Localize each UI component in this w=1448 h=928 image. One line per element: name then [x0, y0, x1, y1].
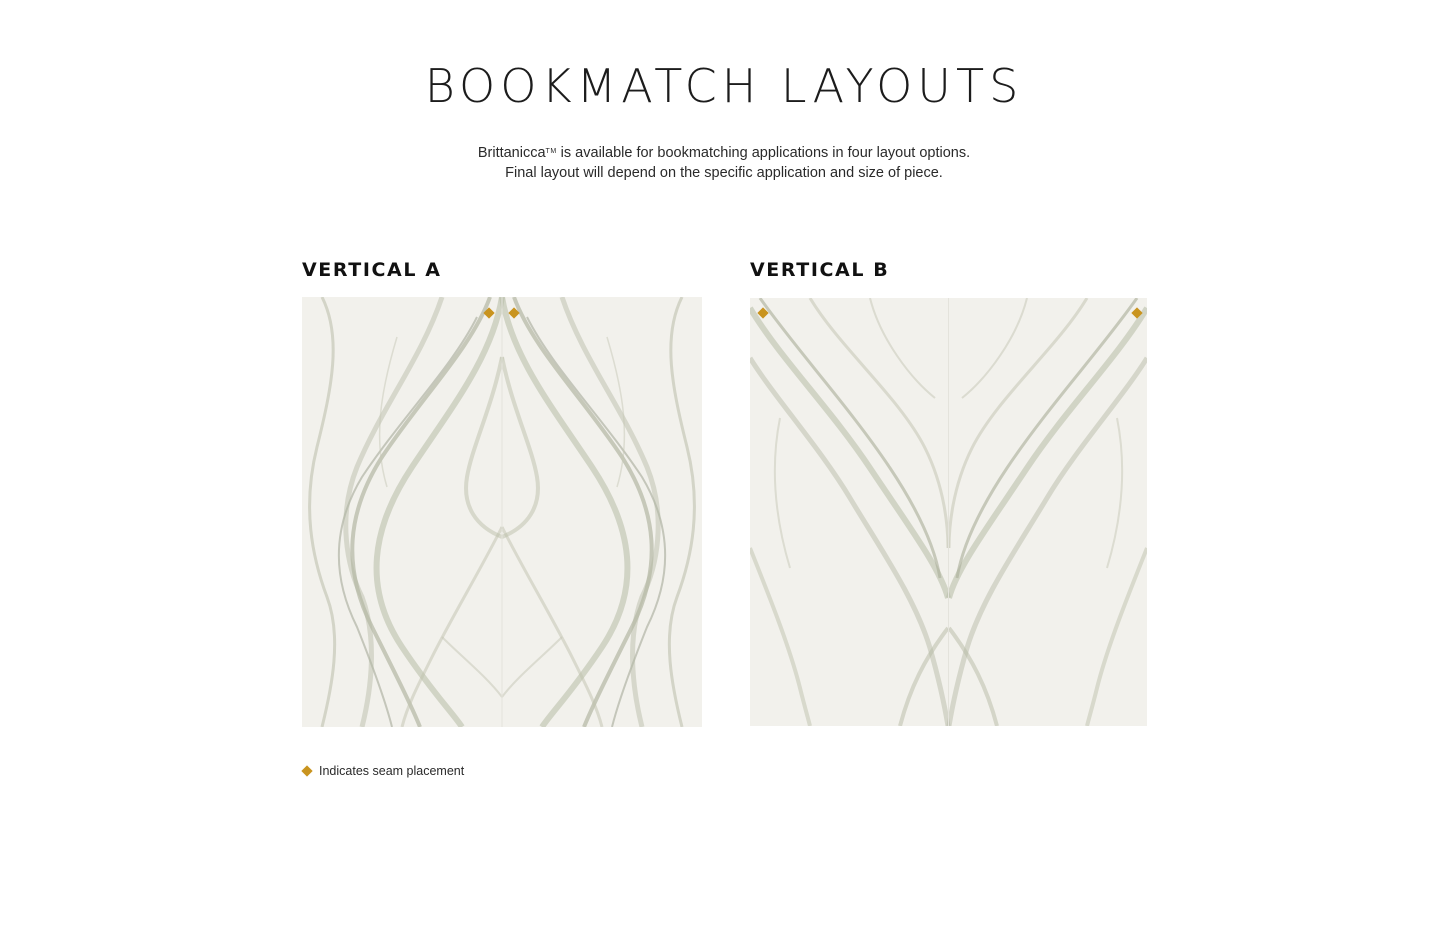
slab-vertical-b: [750, 298, 1147, 726]
marble-veins-vertical-a: [302, 297, 702, 727]
layout-label-vertical-a: VERTICAL A: [302, 259, 442, 281]
marble-veins-vertical-b: [750, 298, 1147, 726]
seam-legend: [302, 762, 464, 780]
intro-line-1: is available for bookmatching applications in four layout options.: [556, 145, 971, 161]
intro-text: [0, 142, 1448, 183]
page-title: BOOKMATCH LAYOUTS: [424, 59, 1024, 113]
intro-line-2: Final layout will depend on the specific application and size of piece.: [505, 165, 943, 181]
intro-brand: Brittanicca: [477, 145, 546, 161]
trademark-mark: TM: [545, 148, 557, 155]
slab-vertical-a: [302, 297, 702, 727]
seam-legend-text: Indicates seam placement: [319, 764, 465, 778]
layout-label-vertical-b: VERTICAL B: [750, 259, 890, 281]
seam-marker-icon: [301, 765, 312, 776]
